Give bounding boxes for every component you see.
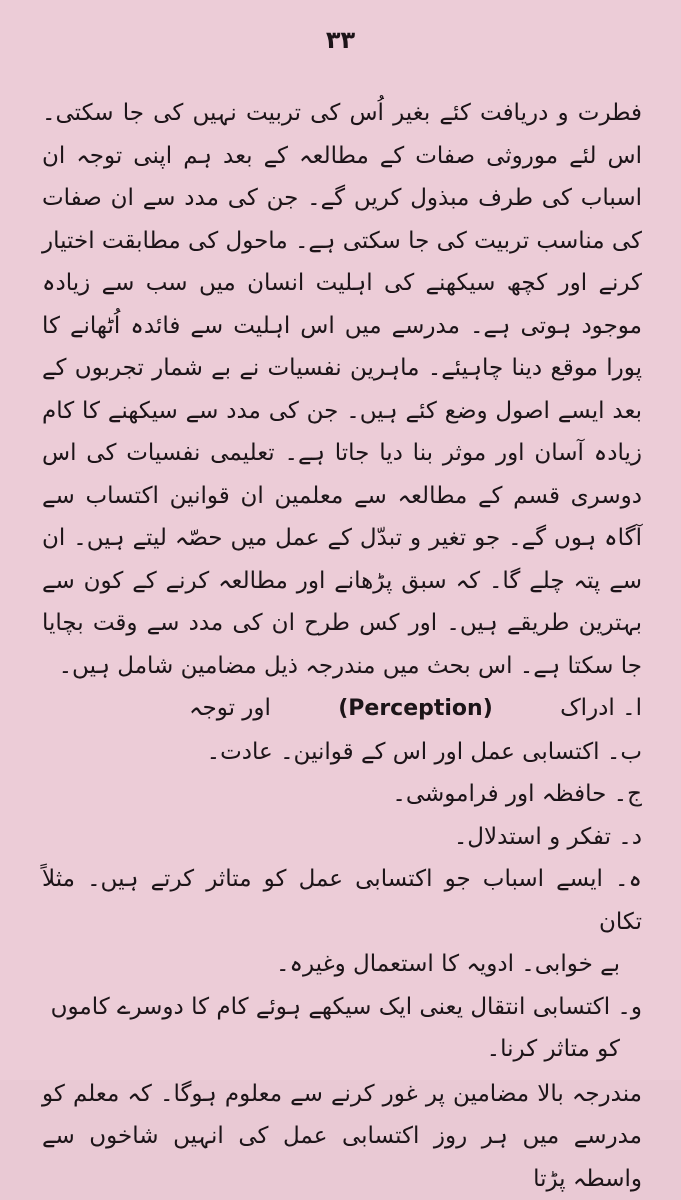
list-item: و۔ اکتسابی انتقال یعنی ایک سیکھے ہوئے کام کا دوسرے کاموں xyxy=(42,986,642,1029)
closing-paragraph: مندرجہ بالا مضامین پر غور کرنے سے معلوم ہوگا۔ کہ معلم کو مدرسے میں ہر روز اکتسابی عمل کی انہیں شاخوں سے واسطہ پڑتا xyxy=(42,1073,642,1200)
paragraph: فطرت و دریافت کئے بغیر اُس کی تربیت نہیں کی جا سکتی۔ اس لئے موروثی صفات کے مطالعہ کے بعد ہم اپنی توجہ ان اسباب کی طرف مبذول کریں گے۔ جن کی مدد سے ان صفات کی مناسب تربیت کی جا سکتی ہے۔ ماحول کی مطابقت اختیار کرنے اور کچھ سیکھنے کی اہلیت انسان میں سب سے زیادہ موجود ہوتی ہے۔ مدرسے میں اس اہلیت سے فائدہ اُٹھانے کا پورا موقع دینا چاہیئے۔ ماہرین نفسیات نے بے شمار تجربوں کے بعد ایسے اصول وضع کئے ہیں۔ جن کی مدد سے سیکھنے کا کام زیادہ آسان اور موثر بنا دیا جاتا ہے۔ تعلیمی نفسیات کی اس دوسری قسم کے مطالعہ سے معلمین ان قوانین اکتساب سے آگاہ ہوں گے۔ جو تغیر و تبدّل کے عمل میں حصّہ لیتے ہیں۔ ان سے پتہ چلے گا۔ کہ سبق پڑھانے اور مطالعہ کرنے کے کون سے بہترین طریقے ہیں۔ اور کس طرح ان کی مدد سے وقت بچایا جا سکتا ہے۔ اس بحث میں مندرجہ ذیل مضامین شامل ہیں۔ xyxy=(42,92,642,687)
list-item: د۔ تفکر و استدلال۔ xyxy=(42,816,642,859)
list-item-continuation: بے خوابی۔ ادویہ کا استعمال وغیرہ۔ xyxy=(42,943,642,986)
list-item-continuation: کو متاثر کرنا۔ xyxy=(42,1028,642,1071)
list-item: ب۔ اکتسابی عمل اور اس کے قوانین۔ عادت۔ xyxy=(42,731,642,774)
list-item: ہ۔ ایسے اسباب جو اکتسابی عمل کو متاثر کرتے ہیں۔ مثلاً تکان xyxy=(42,858,642,943)
list-item: ج۔ حافظہ اور فراموشی۔ xyxy=(42,773,642,816)
english-term: (Perception) xyxy=(338,688,493,731)
list-item-prefix: ا۔ ادراک xyxy=(560,695,642,721)
topic-list xyxy=(42,687,642,1071)
list-item xyxy=(42,687,642,731)
body-text xyxy=(42,92,642,1200)
list-item-suffix: اور توجہ xyxy=(189,695,271,721)
page-number: ۳۳ xyxy=(0,26,681,54)
